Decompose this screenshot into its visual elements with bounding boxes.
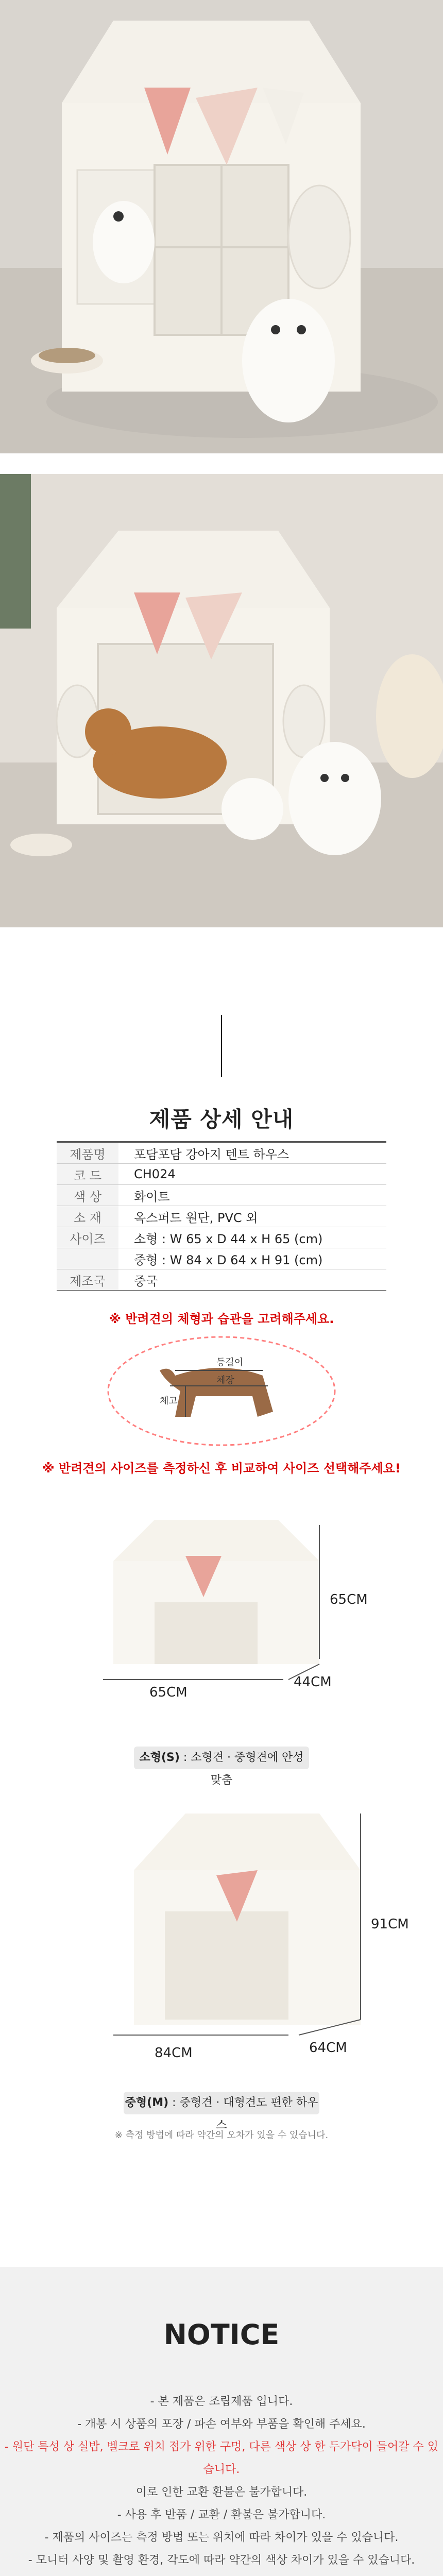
section-divider-line [221, 1015, 222, 1077]
small-width-dim: 65CM [149, 1685, 188, 1700]
spec-label: 제품명 [57, 1143, 118, 1163]
notice-list [0, 2391, 443, 2572]
notice-item: - 본 제품은 조립제품 입니다. [150, 2395, 293, 2408]
notice-item: - 제품의 사이즈는 측정 방법 또는 위치에 따라 차이가 있을 수 있습니다. [44, 2531, 399, 2544]
medium-depth-dim: 64CM [309, 2040, 347, 2056]
spec-value: CH024 [134, 1167, 176, 1181]
notice-item-warning: - 원단 특성 상 실밥, 벨크로 위치 접가 위한 구멍, 다른 색상 상 한 두가닥이 들어갈 수 있습니다. [4, 2441, 439, 2476]
spec-value: 중형 : W 84 x D 64 x H 91 (cm) [134, 1252, 323, 1267]
measure-top-note: ※ 반려견의 체형과 습관을 고려해주세요. [109, 1312, 334, 1326]
product-photo-2 [0, 474, 443, 927]
section-title: 제품 상세 안내 [149, 1107, 294, 1132]
measure-label-body: 체장 [216, 1375, 234, 1386]
notice-item: - 개봉 시 상품의 포장 / 파손 여부와 부품을 확인해 주세요. [77, 2418, 366, 2431]
dog-measure-diagram [98, 1329, 345, 1453]
spec-label: 소 재 [57, 1206, 118, 1227]
medium-size-label [124, 2092, 319, 2132]
spec-row [57, 1206, 386, 1227]
small-depth-dim: 44CM [294, 1674, 332, 1690]
medium-size-name: 중형(M) [125, 2096, 169, 2109]
spec-row [57, 1164, 386, 1185]
spec-value: 화이트 [134, 1189, 170, 1204]
measure-error-note: ※ 측정 방법에 따라 약간의 오차가 있을 수 있습니다. [114, 2130, 329, 2141]
medium-height-dim: 91CM [371, 1917, 409, 1932]
notice-title: NOTICE [163, 2318, 280, 2351]
measure-label-back: 등길이 [216, 1357, 244, 1368]
medium-size-diagram [0, 1793, 443, 2081]
spec-label: 코 드 [57, 1164, 118, 1184]
spec-row [57, 1269, 386, 1290]
small-size-name: 소형(S) [139, 1751, 180, 1764]
spec-label: 색 상 [57, 1185, 118, 1206]
small-size-diagram [0, 1504, 443, 1741]
spec-label: 제조국 [57, 1269, 118, 1290]
spec-label: 사이즈 [57, 1227, 118, 1248]
spec-value: 포담포담 강아지 텐트 하우스 [134, 1147, 289, 1162]
notice-item: 이로 인한 교환 환불은 불가합니다. [135, 2486, 308, 2499]
small-size-label [134, 1747, 309, 1787]
spec-value: 옥스퍼드 원단, PVC 외 [134, 1210, 258, 1225]
small-size-desc: : 소형견 · 중형견에 안성맞춤 [179, 1751, 304, 1787]
medium-width-dim: 84CM [155, 2045, 193, 2061]
medium-size-desc: : 중형견 · 대형견도 편한 하우스 [168, 2096, 318, 2132]
product-photo-1 [0, 0, 443, 453]
measure-label-height: 체고 [160, 1396, 178, 1406]
spec-row [57, 1227, 386, 1248]
spec-row [57, 1185, 386, 1206]
notice-item: - 사용 후 반품 / 교환 / 환불은 불가합니다. [117, 2509, 326, 2521]
spec-value: 소형 : W 65 x D 44 x H 65 (cm) [134, 1231, 323, 1246]
small-height-dim: 65CM [330, 1592, 368, 1607]
spec-row [57, 1143, 386, 1164]
measure-bottom-note: ※ 반려견의 사이즈를 측정하신 후 비교하여 사이즈 선택해주세요! [42, 1461, 401, 1476]
spec-value: 중국 [134, 1274, 158, 1289]
spec-row [57, 1248, 386, 1269]
spec-table [57, 1141, 386, 1291]
notice-item: - 모니터 사양 및 촬영 환경, 각도에 따라 약간의 색상 차이가 있을 수 있습니다. [28, 2554, 415, 2567]
spec-label [57, 1248, 118, 1269]
